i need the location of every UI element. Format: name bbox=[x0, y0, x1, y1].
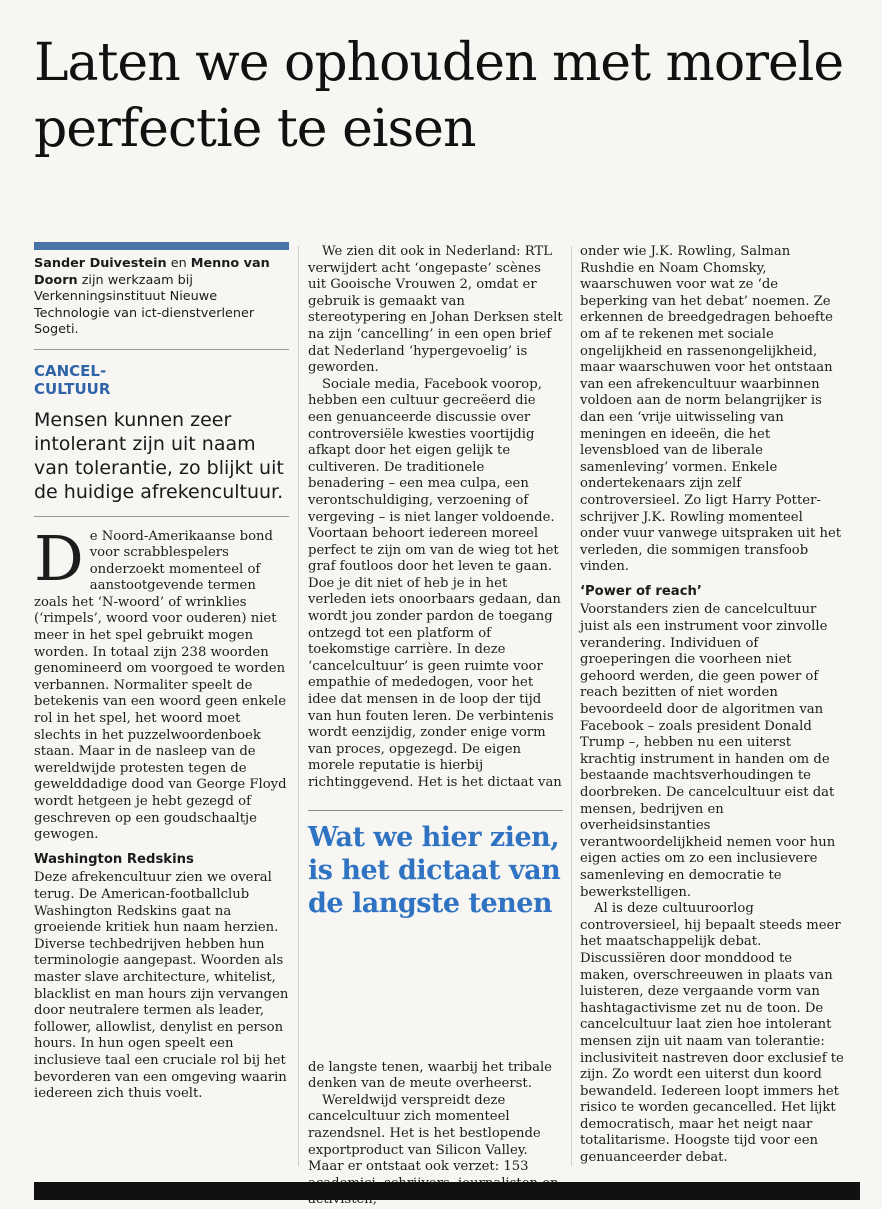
kicker: CANCEL-CULTUUR bbox=[34, 361, 111, 398]
column-3 bbox=[580, 244, 845, 1167]
subheading: ‘Power of reach’ bbox=[580, 583, 702, 599]
paragraph: de langste tenen, waarbij het tribale denken van de meute overheerst. bbox=[308, 1059, 552, 1092]
paragraph: Wereldwijd verspreidt deze cancelcultuur zich momenteel razendsnel. Het is het bestlopende exportproduct van Silicon Valley. Maar er ontstaat ook verzet: 153 bbox=[308, 1092, 541, 1175]
paragraph: We zien dit ook in Nederland: RTL verwijdert acht ‘ongepaste’ scènes uit Gooische Vrouwen 2, omdat er gebruik is gemaakt van stereotypering en Johan Derksen stelt na zijn ‘cancelling’ in een open brief dat Nederland ‘hypergevoelig’ is geworden. bbox=[308, 244, 563, 376]
author-name-2: Menno van Doorn bbox=[34, 256, 270, 288]
paragraph bbox=[34, 521, 289, 844]
author-byline bbox=[34, 256, 289, 339]
paragraph: Voorstanders zien de cancelcultuur juist als een instrument voor zinvolle verandering. Individuen of groeperingen die voorheen niet gehoord werden, die geen power of reach bezitten of niet worden bevoordeeld door de algoritmen van Facebook – zoals president Donald Trump –, hebben nu een uiterst krachtig instrument in handen om de bestaande machtsverhoudingen te doorbreken. De cancelcultuur eist dat mensen, bedrijven en overheidsinstanties verantwoordelijkheid nemen voor hun eigen acties om zo een inclusievere samenleving en democratie te bewerkstelligen. bbox=[580, 602, 836, 900]
divider bbox=[34, 349, 289, 350]
subheading: Washington Redskins bbox=[34, 851, 194, 867]
accent-bar bbox=[34, 242, 289, 250]
column-1 bbox=[34, 242, 289, 1103]
body-text bbox=[34, 521, 289, 1103]
column-divider bbox=[571, 246, 572, 1166]
paragraph: Sociale media, Facebook voorop, hebben een cultuur gecreëerd die een genuanceerde discussie over controversiële kwesties voortijdig afkapt door het eigen gelijk te cultiveren. De traditionele benadering – een mea culpa, een verontschuldiging, verzoening of vergeving – is niet langer voldoende. Voortaan behoort iedereen moreel perfect te zijn om van de wieg tot het graf foutloos door het leven te gaan. Doe je dit niet of heb je in het verleden iets onoorbaars gedaan, dan wordt jou zonder pardon de toegang ontzegd tot een platform of toekomstige carrière. In deze ‘cancelcultuur’ is geen ruimte voor empathie of mededogen, voor het idee dat mensen in de loop der tijd van hun fouten leren. De verbintenis wordt eenzijdig, zonder enige vorm van proces, opgezegd. De eigen morele reputatie is hierbij richtinggevend. Het is het dictaat van bbox=[308, 376, 562, 790]
paragraph-text: e Noord-Amerikaanse bond voor scrabblespelers onderzoekt momenteel of aanstootgevende termen zoals het ‘N-woord’ of wrinklies (‘rimpels’, woord voor ouderen) niet meer in het spel gebruikt mogen worden. In totaal zijn 238 woorden genomineerd om voorgoed te worden verbannen. Normaliter speelt de betekenis van een woord geen enkele rol in het spel, het woord moet slechts in het puzzelwoordenboek staan. Maar in de nasleep van de wereldwijde protesten tegen de gewelddadige dood van George Floyd wordt hetgeen je hebt gezegd of geschreven op een goudschaaltje gewogen. bbox=[34, 528, 287, 843]
paragraph: Deze afrekencultuur zien we overal terug. De American-footballclub Washington Redskins gaat na groeiende kritiek hun naam herzien. Diverse techbedrijven hebben hun terminologie aangepast. Woorden als master slave architecture, whitelist, blacklist en man hours zijn vervangen door neutralere termen als leader, follower, allowlist, denylist en person hours. In hun ogen speelt een inclusieve taal een cruciale rol bij het bevorderen van een omgeving waarin iedereen zich thuis voelt. bbox=[34, 870, 289, 1102]
paragraph: onder wie J.K. Rowling, Salman Rushdie en Noam Chomsky, waarschuwen voor wat ze ‘de beperking van het debat’ noemen. Ze erkennen de breedgedragen behoefte om af te rekenen met sociale ongelijkheid en rassenongelijkheid, maar waarschuwen voor het ontstaan van een afrekencultuur waarbinnen voldoen aan de norm belangrijker is dan een ‘vrije uitwisseling van meningen en ideeën, die het levensbloed van de liberale samenleving’ vormen. Enkele ondertekenaars zijn zelf controversieel. Zo ligt Harry Potter-schrijver J.K. Rowling momenteel onder vuur vanwege uitspraken uit het verleden, die sommigen transfoob vinden. bbox=[580, 244, 842, 575]
pull-quote: Wat we hier zien, is het dictaat van de langste tenen bbox=[308, 821, 561, 919]
spacer bbox=[308, 930, 563, 1060]
author-bio: zijn werkzaam bij Verkenningsinstituut Nieuwe Technologie van ict-dienstverlener Sogeti. bbox=[34, 272, 255, 337]
column-2 bbox=[308, 244, 563, 1209]
column-divider bbox=[298, 246, 299, 1166]
author-name-1: Sander Duivestein bbox=[34, 256, 167, 271]
intro-text: Mensen kunnen zeer intolerant zijn uit naam van tolerantie, zo blijkt uit de huidige afrekencultuur. bbox=[34, 408, 284, 503]
footer-bar bbox=[34, 1182, 860, 1200]
author-and: en bbox=[166, 256, 191, 271]
headline: Laten we ophouden met morele perfectie te eisen bbox=[34, 33, 844, 159]
divider bbox=[34, 516, 289, 517]
dropcap: D bbox=[34, 521, 84, 595]
divider bbox=[308, 810, 563, 811]
paragraph: Al is deze cultuuroorlog controversieel, hij bepaalt steeds meer het maatschappelijk debat. Discussiëren door monddood te maken, overschreeuwen in plaats van luisteren, deze vergaande vorm van hashtagactivisme zet nu de toon. De cancelcultuur laat zien hoe intolerant mensen zijn uit naam van tolerantie: inclusiviteit nastreven door exclusief te zijn. Zo wordt een uiterst dun koord bewandeld. Iedereen loopt immers het risico te worden gecancelled. Het lijkt democratisch, maar het neigt naar totalitarisme. Hoogste tijd voor een genuanceerder debat. bbox=[580, 901, 844, 1166]
